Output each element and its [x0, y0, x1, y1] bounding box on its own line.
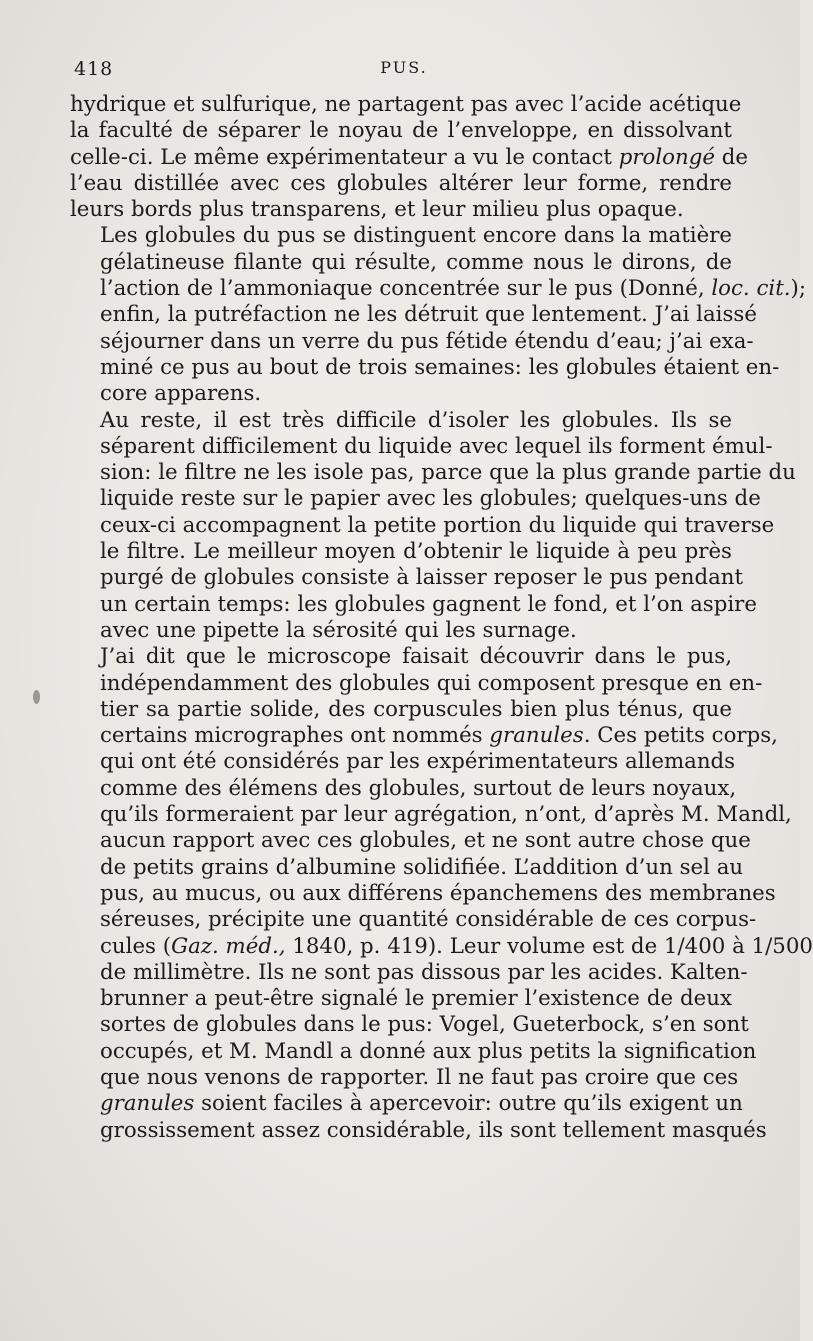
text-line: avec une pipette la sérosité qui les surnage. [100, 617, 577, 643]
page-header [74, 58, 734, 88]
text-line: purgé de globules consiste à laisser reposer le pus pendant [100, 565, 744, 591]
text-line: comme des élémens des globules, surtout de leurs noyaux, [100, 775, 737, 801]
text-line: gélatineuse filante qui résulte, comme nous le dirons, de [100, 249, 732, 275]
text-line: sion: le filtre ne les isole pas, parce que la plus grande partie du [100, 460, 796, 486]
text-line: l’action de l’ammoniaque concentrée sur le pus (Donné, loc. cit.); [100, 276, 807, 302]
text-line: séparent difficilement du liquide avec lequel ils forment émul- [100, 433, 773, 459]
text-line: grossissement assez considérable, ils sont tellement masqués [100, 1117, 767, 1143]
page-number: 418 [74, 58, 114, 80]
text-line: le filtre. Le meilleur moyen d’obtenir le liquide à peu près [100, 539, 732, 565]
text-line: aucun rapport avec ces globules, et ne sont autre chose que [100, 828, 751, 854]
text-line: la faculté de séparer le noyau de l’enveloppe, en dissolvant [70, 118, 732, 144]
body-text [70, 92, 813, 1144]
text-line: cules (Gaz. méd., 1840, p. 419). Leur volume est de 1/400 à 1/500 [100, 933, 813, 959]
text-line: qu’ils formeraient par leur agrégation, n’ont, d’après M. Mandl, [100, 802, 792, 828]
text-line: séreuses, précipite une quantité considérable de ces corpus- [100, 907, 757, 933]
text-line: Au reste, il est très difficile d’isoler les globules. Ils se [100, 407, 732, 433]
paragraph [70, 644, 813, 1144]
paragraph [70, 407, 796, 645]
paragraph [70, 92, 748, 223]
text-line: certains micrographes ont nommés granules. Ces petits corps, [100, 723, 778, 749]
text-line: celle-ci. Le même expérimentateur a vu le contact prolongé de [70, 144, 748, 170]
text-line: brunner a peut-être signalé le premier l’existence de deux [100, 986, 732, 1012]
text-line: Les globules du pus se distinguent encore dans la matière [100, 223, 732, 249]
text-line: occupés, et M. Mandl a donné aux plus petits la signification [100, 1038, 757, 1064]
text-line: indépendamment des globules qui composent presque en en- [100, 670, 763, 696]
running-head: PUS. [380, 58, 428, 77]
text-line: core apparens. [100, 381, 262, 407]
text-line: un certain temps: les globules gagnent le fond, et l’on aspire [100, 591, 757, 617]
text-line: qui ont été considérés par les expérimentateurs allemands [100, 749, 736, 775]
text-line: séjourner dans un verre du pus fétide étendu d’eau; j’ai exa- [100, 328, 754, 354]
text-line: pus, au mucus, ou aux différens épanchemens des membranes [100, 880, 776, 906]
ink-spot [33, 690, 40, 704]
paragraph [70, 223, 807, 407]
text-line: leurs bords plus transparens, et leur milieu plus opaque. [70, 197, 684, 223]
text-line: ceux-ci accompagnent la petite portion du liquide qui traverse [100, 512, 775, 538]
text-line: que nous venons de rapporter. Il ne faut pas croire que ces [100, 1064, 739, 1090]
text-line: liquide reste sur le papier avec les globules; quelques-uns de [100, 486, 761, 512]
text-line: de petits grains d’albumine solidifiée. L’addition d’un sel au [100, 854, 744, 880]
text-line: J’ai dit que le microscope faisait découvrir dans le pus, [100, 644, 732, 670]
text-line: l’eau distillée avec ces globules altérer leur forme, rendre [70, 170, 732, 196]
text-line: miné ce pus au bout de trois semaines: les globules étaient en- [100, 354, 780, 380]
text-line: enfin, la putréfaction ne les détruit que lentement. J’ai laissé [100, 302, 757, 328]
text-line: granules soient faciles à apercevoir: outre qu’ils exigent un [100, 1091, 743, 1117]
text-line: tier sa partie solide, des corpuscules bien plus ténus, que [100, 696, 732, 722]
text-line: de millimètre. Ils ne sont pas dissous par les acides. Kalten- [100, 959, 748, 985]
text-line: sortes de globules dans le pus: Vogel, Gueterbock, s’en sont [100, 1012, 749, 1038]
text-line: hydrique et sulfurique, ne partagent pas avec l’acide acétique [70, 92, 742, 117]
